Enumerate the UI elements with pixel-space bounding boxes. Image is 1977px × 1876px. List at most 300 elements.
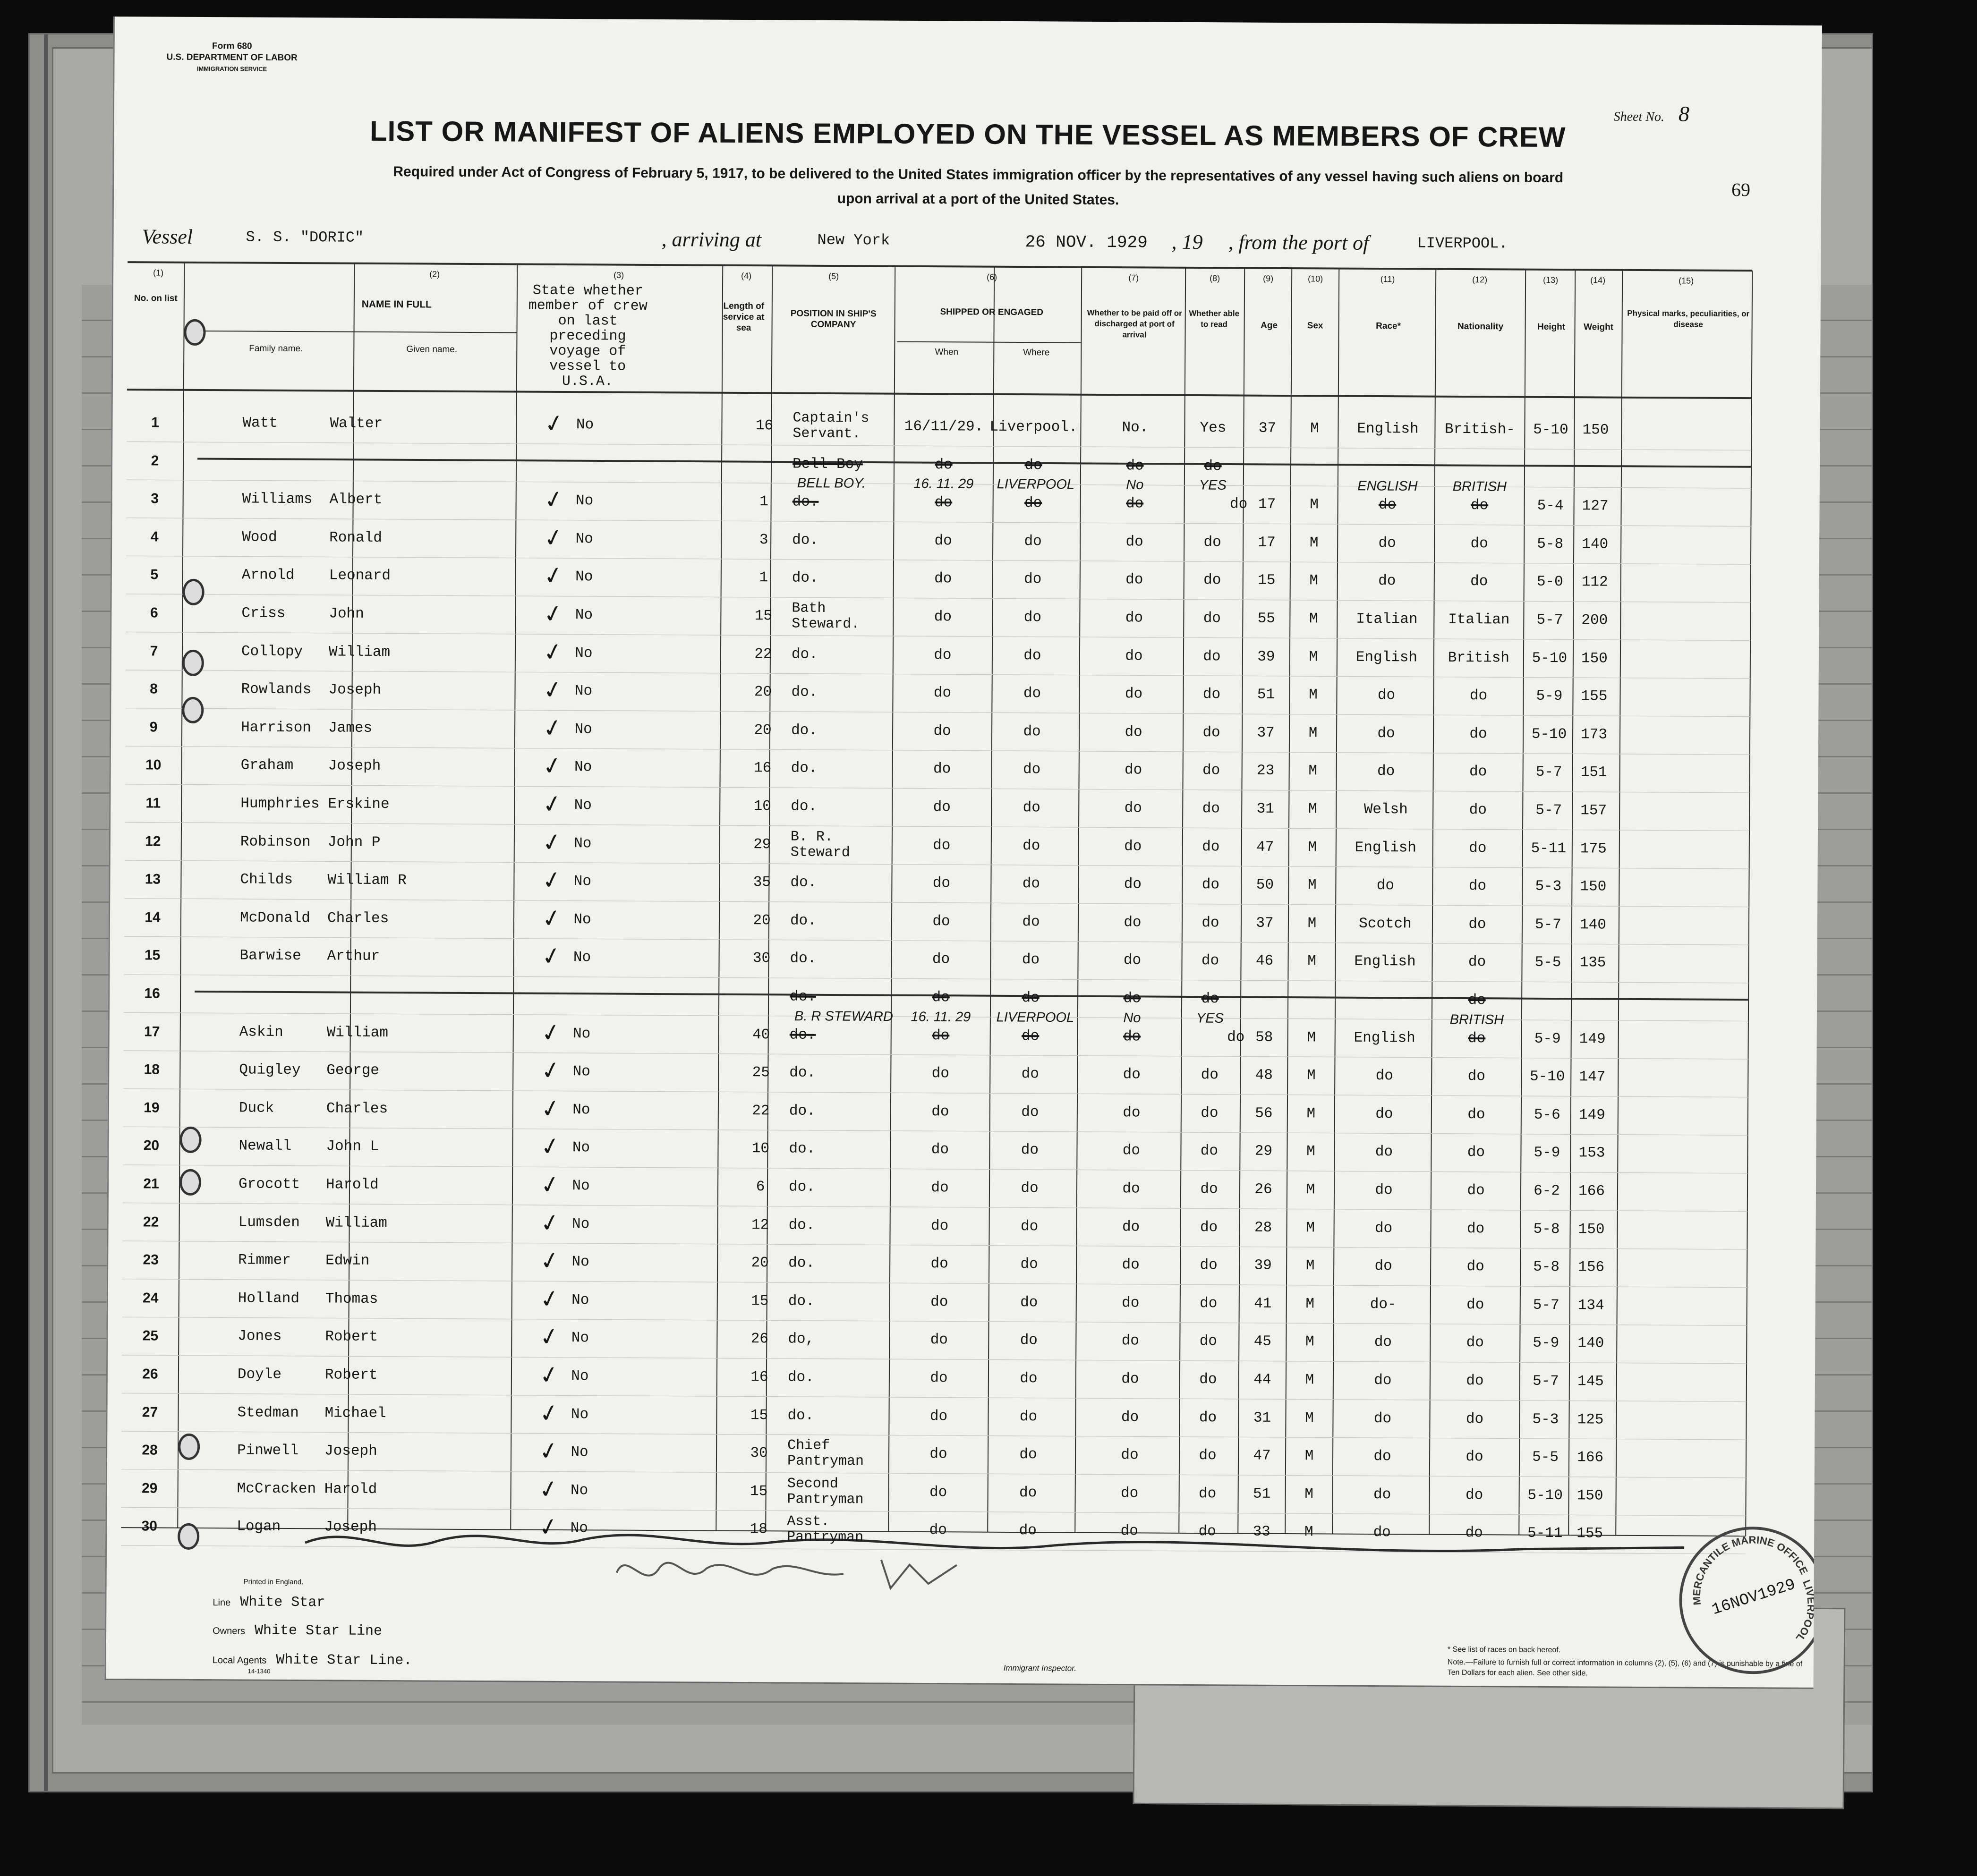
column-divider: [1179, 268, 1185, 1533]
row-rule: [123, 1127, 1748, 1135]
cell-nationality: do: [1467, 1182, 1485, 1199]
cell-length: 16: [755, 417, 774, 434]
cell-given: Albert: [329, 491, 383, 509]
cell-where: do: [1022, 875, 1040, 892]
check-mark-icon: ✓: [540, 750, 565, 782]
row-rule: [122, 1355, 1747, 1364]
cell-length: 15: [754, 608, 773, 625]
cell-race: do: [1373, 1486, 1391, 1503]
arrival-date: 26 NOV. 1929: [1025, 232, 1148, 253]
cell-race: do: [1377, 687, 1396, 704]
cell-read: do: [1199, 1371, 1217, 1388]
cell-family: Rimmer: [238, 1252, 291, 1269]
cell-race: English: [1355, 649, 1418, 666]
cell-given: Charles: [326, 1100, 388, 1117]
cell-when: do: [934, 646, 952, 663]
cell-when: do: [931, 1065, 950, 1082]
header-shipped: SHIPPED OR ENGAGED: [940, 307, 1044, 318]
cell-paid: do: [1125, 647, 1143, 665]
cell-family: Childs: [240, 871, 293, 889]
cell-prev: No: [573, 1025, 591, 1042]
cell-read: do: [1202, 876, 1220, 893]
from-label: , from the port of: [1228, 230, 1369, 255]
cell-height: 5-3: [1532, 1411, 1559, 1428]
cell-prev: No: [573, 873, 592, 890]
cell-prev: No: [575, 530, 593, 548]
name-subheader-line: [198, 331, 517, 333]
year-label: , 19: [1171, 230, 1203, 254]
fine-note: Note.—Failure to furnish full or correct information in columns (2), (5), (6) and (7) is punishable by a fine of Ten Dollars for each alien. See other side.: [1447, 1658, 1803, 1678]
vessel-label: Vessel: [142, 225, 193, 248]
cell-position: do.: [790, 912, 817, 929]
cell-prev: No: [571, 1406, 589, 1423]
cell-sex: M: [1308, 763, 1318, 780]
check-mark-icon: ✓: [541, 484, 567, 515]
cell-weight: 166: [1577, 1449, 1604, 1466]
cell-sex: M: [1305, 1257, 1315, 1274]
cell-given: John: [329, 605, 364, 622]
cell-paid: do: [1121, 1447, 1139, 1464]
cell-paid: do: [1121, 1409, 1139, 1426]
cell-race: do: [1377, 763, 1395, 780]
page-subtitle: Required under Act of Congress of February 5, 1917, to be delivered to the United States immigration officer by the representatives of any vessel having such aliens on board upon arrival at a port of the United States.: [393, 164, 1564, 208]
cell-sex: M: [1306, 1181, 1315, 1198]
cell-prev: No: [575, 492, 594, 509]
cell-paid: do: [1120, 1523, 1138, 1540]
cell-given: Joseph: [324, 1519, 377, 1536]
cell-where: do: [1023, 647, 1041, 664]
check-mark-icon: ✓: [536, 1435, 562, 1467]
cell-age: 31: [1253, 1409, 1271, 1426]
handwritten-correction: ENGLISH: [1357, 478, 1418, 494]
cell-weight: 135: [1579, 954, 1606, 971]
column-divider: [1568, 270, 1575, 1535]
cell-given: Robert: [324, 1367, 378, 1384]
cell-where: do: [1020, 1256, 1038, 1273]
cell-when: do: [934, 532, 952, 550]
row-rule: [124, 936, 1749, 945]
column-number: (2): [429, 269, 440, 279]
cell-family: Pinwell: [237, 1442, 299, 1460]
handwritten-correction: B. R STEWARD: [794, 1008, 893, 1024]
cell-sex: M: [1310, 496, 1319, 513]
cell-read: do: [1199, 1447, 1217, 1464]
cell-sex: M: [1308, 839, 1317, 856]
cell-prev: No: [571, 1291, 589, 1309]
row-rule: [122, 1241, 1747, 1249]
cell-read: do: [1202, 762, 1220, 779]
cell-race: do: [1373, 1448, 1391, 1465]
cell-height: 5-10: [1532, 650, 1568, 667]
cell-height: 5-9: [1534, 1145, 1560, 1162]
cell-nationality: do: [1466, 1410, 1484, 1427]
row-number: 5: [150, 567, 159, 583]
cell-where: do: [1020, 1370, 1038, 1387]
cell-weight: 150: [1578, 1221, 1605, 1238]
cell-age: 46: [1255, 953, 1274, 970]
cell-paid: do: [1122, 1142, 1141, 1159]
header-marks: Physical marks, peculiarities, or disease: [1627, 308, 1750, 329]
stamp-city: LIVERPOOL: [1793, 1578, 1817, 1644]
cell-weight: 153: [1578, 1145, 1605, 1162]
row-number: 12: [145, 833, 161, 849]
cell-where: do: [1023, 799, 1040, 816]
cell-paid: do: [1122, 1218, 1140, 1236]
cell-weight: 151: [1580, 764, 1607, 781]
check-mark-icon: ✓: [541, 522, 566, 553]
cell-position: do.: [787, 1407, 814, 1424]
cell-position: do.: [790, 874, 817, 891]
cell-family: Criss: [241, 605, 286, 622]
cell-given: Thomas: [325, 1290, 378, 1307]
row-rule: [122, 1317, 1747, 1325]
cell-height: 5-3: [1535, 878, 1562, 895]
header-family-name: Family name.: [249, 343, 303, 354]
cell-height: 6-2: [1534, 1182, 1560, 1200]
header-given-name: Given name.: [406, 344, 458, 355]
cell-read: do: [1202, 838, 1220, 855]
cell-weight: 140: [1582, 536, 1609, 553]
cell-race: English: [1357, 420, 1419, 438]
row-number: 29: [141, 1480, 158, 1496]
cell-when: do: [930, 1293, 948, 1311]
races-note: * See list of races on back hereof.: [1447, 1645, 1561, 1655]
cell-when: do: [933, 799, 951, 816]
cell-race: do: [1375, 1182, 1393, 1199]
check-mark-icon: ✓: [539, 789, 565, 820]
cell-sex: M: [1308, 877, 1317, 894]
check-mark-icon: ✓: [537, 1397, 562, 1429]
header-state-whether: State whether member of crew on last preceding voyage of vessel to U.S.A.: [528, 282, 648, 390]
row-rule: [127, 441, 1751, 450]
check-mark-icon: ✓: [536, 1511, 561, 1543]
cell-height: 5-7: [1532, 1373, 1559, 1390]
cell-family: Quigley: [239, 1061, 301, 1079]
owners-label: Owners: [213, 1626, 246, 1637]
cell-given: James: [328, 720, 373, 737]
cell-age: 26: [1254, 1181, 1272, 1198]
check-mark-icon: ✓: [536, 1474, 562, 1505]
row-number: 10: [145, 757, 162, 773]
header-race: Race*: [1376, 321, 1401, 331]
cell-read: do: [1200, 1219, 1218, 1236]
cell-given: Edwin: [325, 1252, 370, 1270]
cell-length: 15: [750, 1407, 768, 1424]
row-number: 16: [144, 985, 160, 1002]
row-rule: [125, 708, 1750, 717]
cell-age: 37: [1258, 420, 1277, 437]
row-rule: [126, 594, 1751, 603]
cell-sex: M: [1309, 611, 1318, 628]
line-value: White Star: [240, 1594, 325, 1611]
check-mark-icon: ✓: [540, 598, 566, 629]
cell-given: Joseph: [324, 1443, 377, 1460]
cell-family: Barwise: [239, 947, 301, 965]
cell-prev: No: [571, 1254, 589, 1271]
cell-weight: 140: [1579, 917, 1606, 934]
cell-race: do: [1373, 1524, 1391, 1541]
check-mark-icon: ✓: [537, 1321, 562, 1353]
cell-prev: No: [572, 1178, 590, 1195]
line-field: [213, 1594, 325, 1611]
cell-nationality: do: [1468, 954, 1486, 971]
row-number: 21: [143, 1176, 159, 1192]
cell-age: 48: [1255, 1067, 1273, 1084]
cell-given: William R: [327, 872, 407, 889]
cell-position: do.: [788, 1179, 815, 1196]
cell-nationality: do: [1466, 1220, 1485, 1237]
cell-family: Grocott: [238, 1176, 300, 1193]
header-age: Age: [1261, 320, 1278, 331]
cell-read: Yes: [1200, 420, 1227, 437]
cell-sex: M: [1308, 801, 1317, 818]
cell-weight: 155: [1576, 1525, 1603, 1542]
cell-length: 1: [759, 569, 768, 586]
row-rule: [125, 746, 1750, 755]
cell-nationality: do: [1469, 840, 1487, 857]
cell-prev: No: [570, 1482, 588, 1499]
cell-where: do: [1019, 1446, 1037, 1463]
cell-read: do: [1200, 1181, 1218, 1198]
cell-where: do: [1024, 495, 1042, 512]
cell-height: 5-8: [1533, 1221, 1560, 1238]
cell-length: 20: [754, 684, 772, 701]
cell-when: do: [932, 989, 950, 1006]
cell-position: do.: [789, 1027, 816, 1044]
cell-sex: M: [1306, 1067, 1316, 1084]
punch-hole: [182, 650, 204, 676]
cell-sex: M: [1307, 1029, 1316, 1046]
row-number: 1: [151, 415, 159, 431]
cell-position: B. R. Steward: [790, 829, 850, 861]
column-divider: [1238, 268, 1244, 1534]
cell-read: do: [1200, 1257, 1218, 1274]
cell-given: Joseph: [328, 681, 382, 699]
cell-prev: No: [574, 797, 592, 814]
cell-prev: No: [573, 949, 591, 966]
row-rule: [125, 860, 1749, 869]
cell-where: do: [1021, 1066, 1039, 1083]
handwritten-correction: No: [1123, 1010, 1141, 1026]
cell-weight: 150: [1580, 878, 1607, 895]
row-number: 18: [144, 1061, 160, 1078]
cell-given: Joseph: [328, 757, 381, 775]
column-number: (8): [1210, 273, 1220, 283]
cell-paid: do: [1124, 800, 1142, 817]
column-number: (11): [1380, 274, 1395, 284]
vessel-name: S. S. "DORIC": [246, 228, 364, 246]
cell-given: Walter: [330, 415, 383, 432]
cell-race: do: [1375, 1068, 1393, 1085]
cell-read: do: [1202, 724, 1220, 741]
cell-when: do: [930, 1332, 948, 1349]
cell-weight: 127: [1582, 498, 1609, 515]
cell-position: do.: [788, 1217, 815, 1234]
cell-age: 33: [1253, 1524, 1270, 1541]
check-mark-icon: ✓: [542, 408, 567, 439]
cell-nationality: do: [1467, 1144, 1485, 1161]
check-mark-icon: ✓: [541, 560, 566, 592]
cell-age: 58: [1255, 1029, 1273, 1046]
cell-length: 10: [751, 1140, 770, 1157]
cell-position: do.: [791, 798, 818, 815]
printed-note: Printed in England.: [243, 1578, 304, 1587]
cell-nationality: do: [1467, 1068, 1485, 1085]
column-divider: [511, 264, 517, 1529]
cell-length: 40: [752, 1026, 770, 1043]
cell-height: 5-9: [1534, 1030, 1561, 1047]
cell-length: 20: [753, 912, 771, 929]
header-bottom-border: [127, 390, 1752, 398]
column-number: (15): [1679, 276, 1694, 286]
cell-height: 5-6: [1534, 1106, 1560, 1123]
cell-where: do: [1020, 1218, 1039, 1235]
row-number: 26: [142, 1366, 158, 1382]
row-rule: [126, 670, 1750, 679]
column-divider: [178, 263, 184, 1528]
cell-when: do: [931, 1103, 949, 1121]
cell-where: do: [1023, 609, 1042, 626]
cell-weight: 134: [1577, 1297, 1604, 1314]
cell-family: Doyle: [237, 1366, 282, 1383]
column-number: (3): [614, 270, 624, 280]
cell-read: do: [1203, 610, 1221, 627]
cell-paid: do: [1123, 1028, 1141, 1045]
cell-height: 5-10: [1531, 726, 1567, 743]
owners-field: [213, 1622, 382, 1639]
row-rule: [122, 1279, 1747, 1288]
cell-nationality: British-: [1444, 421, 1515, 438]
cell-where: do: [1022, 990, 1040, 1007]
cell-height: 5-7: [1534, 916, 1561, 933]
cell-when: do: [934, 570, 952, 587]
cell-race: do: [1373, 1410, 1392, 1427]
check-mark-icon: ✓: [539, 826, 565, 858]
cell-family: Logan: [237, 1518, 281, 1536]
check-mark-icon: ✓: [537, 1283, 562, 1315]
cell-family: Harrison: [241, 719, 312, 737]
stamp-date: 16NOV1929: [1710, 1576, 1798, 1620]
row-rule: [123, 1165, 1747, 1173]
cell-prev: No: [573, 911, 591, 928]
cell-length: 30: [750, 1445, 768, 1462]
cell-nationality: do: [1466, 1334, 1484, 1351]
check-mark-icon: ✓: [537, 1245, 562, 1276]
cell-length: 30: [752, 950, 771, 967]
check-mark-icon: ✓: [540, 674, 565, 705]
cell-paid: do: [1124, 914, 1142, 931]
row-rule: [124, 899, 1749, 907]
cell-age: 39: [1254, 1257, 1272, 1274]
cell-prev: No: [570, 1520, 588, 1537]
column-number: (7): [1128, 273, 1139, 283]
row-rule: [126, 556, 1751, 564]
cell-nationality: do: [1469, 802, 1487, 819]
cell-age: 28: [1254, 1219, 1272, 1236]
cell-weight: 147: [1579, 1069, 1606, 1086]
cell-read: do: [1202, 800, 1220, 817]
cell-where: do: [1023, 723, 1041, 740]
cell-height: 5-11: [1527, 1525, 1563, 1542]
cell-read: do: [1203, 648, 1221, 665]
cell-position: do.: [787, 1369, 814, 1386]
column-divider: [1746, 271, 1752, 1536]
cell-where: do: [1020, 1294, 1038, 1311]
cell-family: Arnold: [241, 567, 295, 584]
cell-height: 5-10: [1529, 1068, 1565, 1086]
check-mark-icon: ✓: [539, 941, 564, 972]
cell-age: 55: [1257, 610, 1276, 627]
cell-race: do: [1374, 1220, 1393, 1237]
cell-position: do.: [789, 1140, 816, 1158]
row-number: 25: [142, 1328, 159, 1344]
cell-race: do: [1374, 1334, 1392, 1351]
cell-length: 15: [750, 1483, 768, 1500]
cell-when: do: [934, 609, 952, 626]
row-number: 14: [145, 909, 161, 925]
row-number: 8: [150, 681, 158, 697]
cell-age: 44: [1253, 1371, 1271, 1388]
header-when: When: [935, 347, 959, 357]
cell-given: Ronald: [329, 529, 382, 546]
cell-paid: do: [1120, 1485, 1139, 1502]
cell-nationality: do: [1470, 497, 1489, 514]
handwritten-correction: YES: [1199, 477, 1227, 493]
cell-family: Humphries: [240, 795, 320, 813]
row-number: 13: [145, 871, 161, 887]
cell-age: 50: [1256, 876, 1274, 894]
cell-height: 5-5: [1532, 1449, 1559, 1466]
cell-where: do: [1023, 685, 1041, 702]
inspector-label: Immigrant Inspector.: [1003, 1663, 1077, 1673]
cell-length: 16: [750, 1369, 768, 1386]
cell-height: 5-10: [1533, 421, 1568, 439]
cell-when: do: [935, 456, 953, 473]
cell-position: do.: [791, 646, 818, 663]
cell-length: 1: [759, 493, 769, 510]
cell-position: Second Pantryman: [787, 1476, 864, 1508]
header-where: Where: [1023, 348, 1050, 358]
cell-age: 29: [1254, 1143, 1273, 1160]
cell-weight: 155: [1581, 688, 1608, 705]
column-divider: [716, 265, 723, 1531]
column-divider: [1075, 267, 1082, 1533]
cell-nationality: do: [1465, 1486, 1483, 1504]
cell-nationality: do: [1469, 725, 1487, 743]
cell-read: do: [1200, 1143, 1219, 1160]
column-number: (1): [153, 268, 164, 278]
sheet-label: Sheet No.: [1613, 109, 1665, 125]
cell-weight: 112: [1581, 574, 1608, 591]
cell-family: Newall: [239, 1137, 292, 1155]
cell-position: do.: [789, 1064, 816, 1082]
row-number: 28: [142, 1442, 158, 1458]
cell-when: do: [929, 1522, 947, 1539]
cell-given: Harold: [324, 1481, 377, 1498]
cell-position: Asst. Pantryman: [787, 1513, 864, 1546]
page-title: LIST OR MANIFEST OF ALIENS EMPLOYED ON THE VESSEL AS MEMBERS OF CREW: [369, 115, 1566, 153]
cell-paid: do: [1125, 571, 1143, 588]
column-number: (10): [1308, 274, 1323, 284]
cell-family: Rowlands: [241, 681, 312, 698]
cell-race: do: [1375, 1105, 1393, 1123]
column-number: (6): [987, 272, 997, 282]
cell-sex: M: [1306, 1143, 1315, 1160]
cell-family: Lumsden: [238, 1214, 300, 1231]
service: IMMIGRATION SERVICE: [196, 65, 267, 73]
cell-family: Holland: [238, 1290, 300, 1307]
cell-height: 5-7: [1536, 611, 1563, 629]
